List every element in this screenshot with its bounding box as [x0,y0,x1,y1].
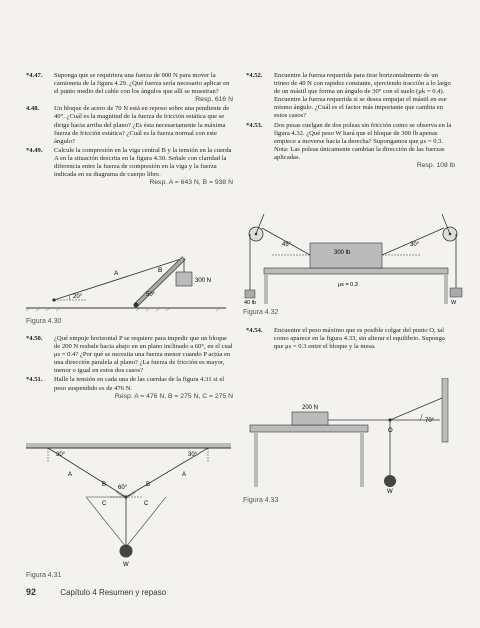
page-footer [26,587,456,597]
problem-text: Calcule la compresión en la viga central B y la tensión en la cuerda A en la situación descrita en la figura 4.30. Señale con claridad la diferencia entre la fuerza de compresión en la viga y la fuerza indicada en su diagrama de cuerpo libre. [54,146,232,179]
problem-4-48 [26,105,233,145]
figure-4-33-caption: Figura 4.33 [243,497,279,504]
label-angle-50: 50° [146,292,156,298]
problem-number: *4.54. [246,327,263,334]
label-angle-left: 30° [56,452,66,458]
figure-4-32 [242,210,464,305]
label-W: W [451,300,457,305]
label-C-right: C [144,501,149,507]
problem-text: ¿Qué empuje horizontal P se requiere para impedir que un bloque de 200 N resbale hacia abajo en un plano inclinado a 60°, en el cual μs = 0.4? ¿Por qué se necesita una fuerza menor cuando P actúa en una dirección paralela al plano? ¿La fuerza de fricción es mayor, menor o igual en estos dos casos? [54,335,233,375]
chapter-title: Capítulo 4 Resumen y repaso [60,588,167,597]
label-A: A [114,270,119,277]
label-angle-70: 70° [425,418,435,424]
problem-4-49 [26,147,233,187]
problem-number: *4.47. [26,72,43,79]
problem-number: *4.52. [246,72,263,79]
problem-text: Dos pesas cuelgan de dos poleas sin fricción como se observa en la figura 4.32. ¿Qué peso W hará que el bloque de 300 lb apenas empiece a moverse hacia la derecha? Supongamos que μs = 0.3. Nota: Las poleas únicamente cambian la dirección de las fuerzas aplicadas. [274,121,452,161]
problem-number: *4.51. [26,376,43,384]
label-block-300: 300 lb [334,250,351,256]
problem-4-47 [26,72,233,104]
label-angle-60: 60° [118,485,128,491]
figure-4-31 [26,443,231,568]
label-block-200: 200 N [302,405,319,411]
label-A-left: A [68,472,73,478]
label-B: B [158,267,163,274]
label-weight: 300 N [195,278,212,284]
label-angle-30: 30° [410,242,420,248]
problem-answer: Resp. A = 476 N, B = 275 N, C = 275 N [114,392,233,400]
problem-4-51 [26,376,233,400]
figure-4-31-caption: Figura 4.31 [26,572,62,579]
figure-4-30-caption: Figura 4.30 [26,318,62,325]
problem-number: *4.53. [246,121,263,129]
problem-4-52 [246,72,455,121]
problem-text: Halle la tensión en cada una de las cuerdas de la figura 4.31 si el peso suspendido es de 476 N. [54,376,225,392]
label-mu: μs = 0.3 [338,282,358,288]
label-A-right: A [182,472,187,478]
label-O: O [388,428,393,434]
label-angle-45: 45° [282,242,292,248]
label-angle-20: 20° [73,294,83,300]
label-B-left: B [102,482,107,488]
page-number: 92 [26,587,37,597]
right-problems-bottom [246,327,455,351]
figure-4-33 [242,378,464,493]
problem-text: Encuentre la fuerza requerida para tirar horizontalmente de un trineo de 40 N con rapidez constante, ejerciendo tracción a lo largo de un mástil que forma un ángulo de 30° con el suelo (μk = 0.4). Encuentre la fuerza requerida si se desea empujar el mástil en ese mismo ángulo. ¿Cuál es el factor más importante que cambia en estos casos? [274,72,451,120]
left-problems-bottom [26,335,233,401]
label-W: W [123,562,129,568]
figure-4-32-caption: Figura 4.32 [243,309,279,316]
problem-answer: Resp. 108 lb [416,162,455,170]
problem-answer: Resp. 616 N [195,96,233,104]
problem-text: Un bloque de acero de 70 N está en reposo sobre una pendiente de 40°. ¿Cuál es la magnitud de la fuerza de fricción estática que se dirige hacia arriba del plano? ¿Es ésta necesariamente la máxima fuerza de fricción estática? ¿Cuál es la fuerza normal con este ángulo? [54,105,230,145]
problem-number: *4.49. [26,146,43,154]
problem-number: *4.50. [26,335,43,342]
problem-4-53 [246,122,455,171]
label-C-left: C [102,501,107,507]
left-problems-top [26,72,233,187]
label-40lb: 40 lb [244,300,256,305]
figure-4-30 [26,240,226,312]
problem-number: 4.48. [26,105,40,113]
problem-4-50 [26,335,233,375]
label-B-right: B [146,482,151,488]
label-W: W [387,489,393,493]
label-angle-right: 30° [188,452,198,458]
right-problems-top [246,72,455,170]
problem-4-54 [246,327,455,351]
problem-text: Suponga que se requiriera una fuerza de 900 N para mover la camioneta de la figura 4.29. ¿Qué fuerza sería necesario aplicar en el punto medio del cable con los ángulos que allí se muestran? [54,72,230,96]
problem-text: Encuentre el peso máximo que es posible colgar del punto O, tal como aparece en la figura 4.33, sin alterar el equilibrio. Suponga que μs = 0.3 entre el bloque y la mesa. [274,327,445,351]
problem-answer: Resp. A = 643 N, B = 938 N [149,179,233,187]
